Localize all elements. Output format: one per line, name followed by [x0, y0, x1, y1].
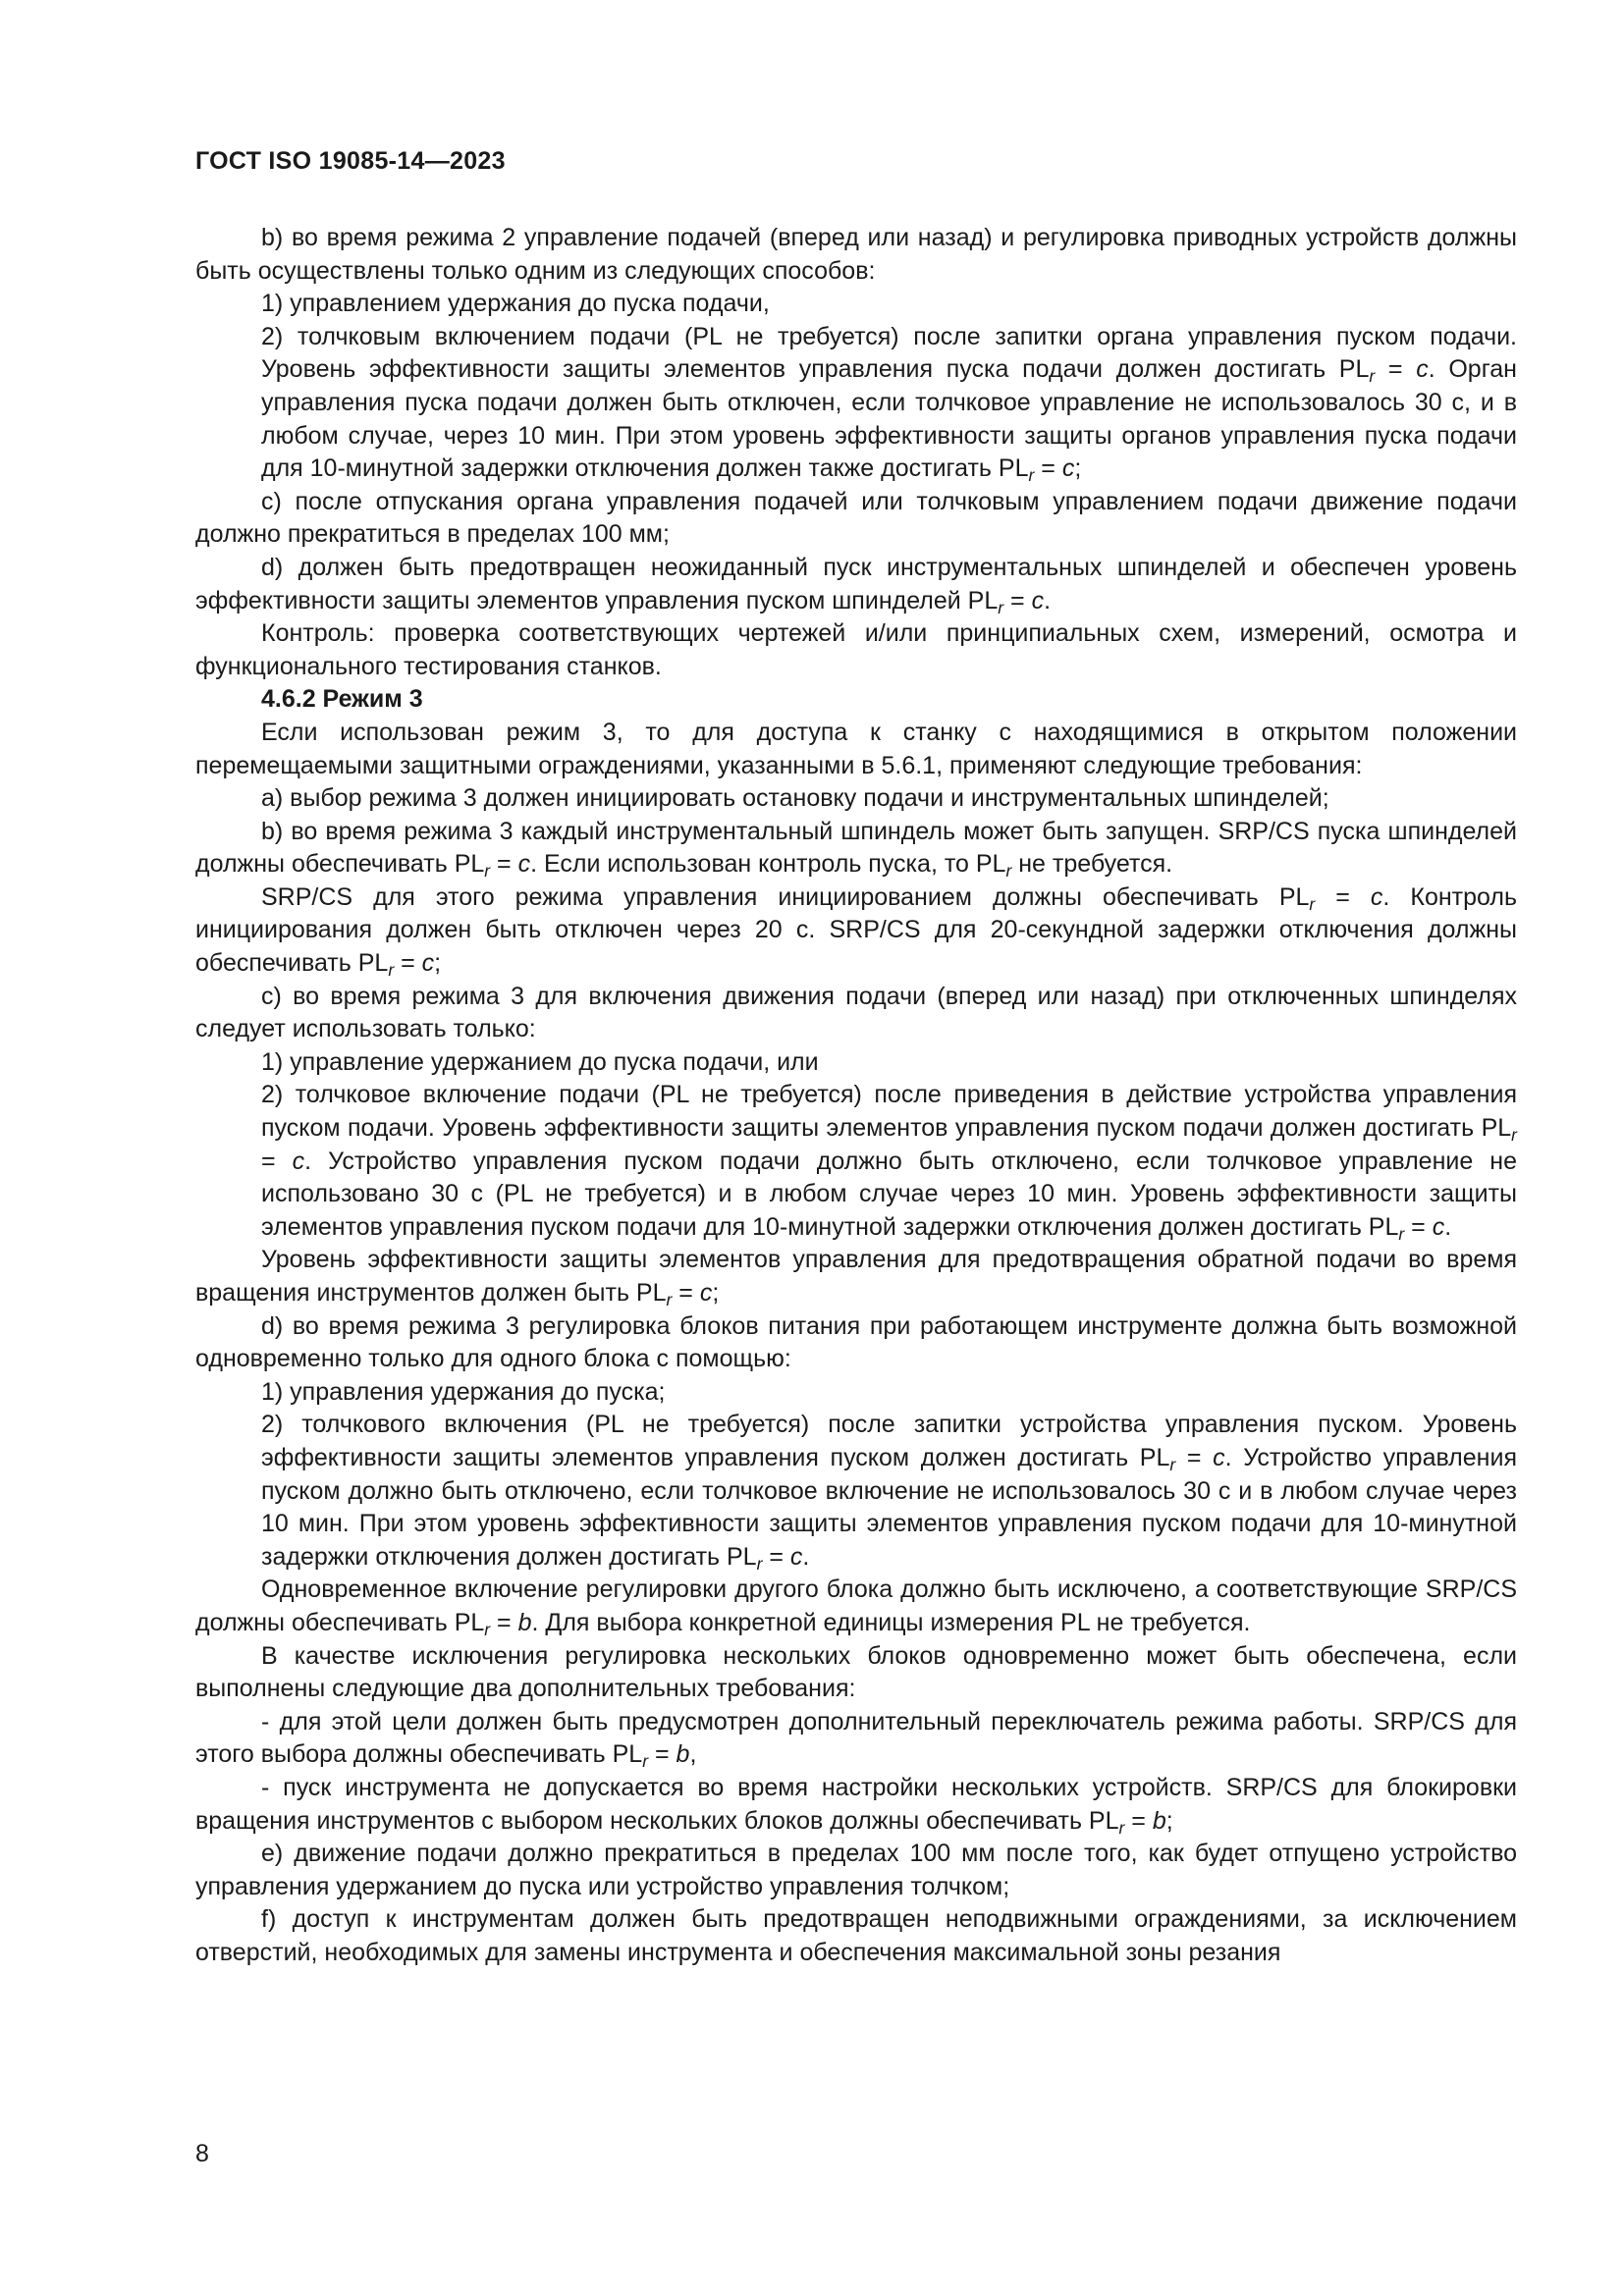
paragraph: d) должен быть предотвращен неожиданный пуск инструментальных шпинделей и обеспечен уровень эффективности защиты элементов управления пуском шпинделей $PL_r = c$.: [195, 553, 1517, 617]
paragraph: e) движение подачи должно прекратиться в пределах 100 мм после того, как будет отпущено устройство управления удержанием до пуска или устройство управления толчком;: [195, 1840, 1517, 1900]
list-item: 1) управления удержания до пуска;: [261, 1377, 666, 1406]
list-item: 2) толчковое включение подачи (PL не требуется) после приведения в действие устройства управления пуском подачи. Уровень эффективности защиты элементов управления пуском подачи должен достигать $PL_r = c$. Устройство управления пуском подачи должно быть отключено, если толчковое управление не использовано 30 с (PL не требуется) и в любом случае через 10 мин. Уровень эффективности защиты элементов управления пуском подачи для 10-минутной задержки отключения должен достигать $PL_r = c$.: [261, 1081, 1518, 1244]
section-heading: 4.6.2 Режим 3: [261, 685, 423, 714]
paragraph: - пуск инструмента не допускается во время настройки нескольких устройств. SRP/CS для блокировки вращения инструментов с выбором нескольких блоков должны обеспечивать $PL_r = b$;: [195, 1773, 1517, 1838]
paragraph: b) во время режима 3 каждый инструментальный шпиндель может быть запущен. SRP/CS пуска шпинделей должны обеспечивать $PL_r = c$. Если использован контроль пуска, то $PL_r$ не требуется.: [195, 817, 1517, 881]
paragraph: a) выбор режима 3 должен инициировать остановку подачи и инструментальных шпинделей;: [261, 784, 1329, 813]
paragraph: SRP/CS для этого режима управления инициированием должны обеспечивать $PL_r = c$. Контроль инициирования должен быть отключен через 20 с. SRP/CS для 20-секундной задержки отключения должны обеспечивать $PL_r = c$;: [195, 882, 1517, 981]
list-item: 2) толчковым включением подачи (PL не требуется) после запитки органа управления пуском подачи. Уровень эффективности защиты элементов управления пуска подачи должен достигать $PL_r = c$. Орган управления пуска подачи должен быть отключен, если толчковое управление не использовалось 30 с, и в любом случае, через 10 мин. При этом уровень эффективности защиты органов управления пуска подачи для 10-минутной задержки отключения должен также достигать $PL_r = c$;: [261, 322, 1517, 486]
paragraph: c) во время режима 3 для включения движения подачи (вперед или назад) при отключенных шпинделях следует использовать только:: [195, 982, 1517, 1043]
document-body: [195, 222, 1517, 1969]
page-number: 8: [195, 2140, 209, 2167]
paragraph: В качестве исключения регулировка нескольких блоков одновременно может быть обеспечена, если выполнены следующие два дополнительных требования:: [195, 1641, 1517, 1703]
paragraph: d) во время режима 3 регулировка блоков питания при работающем инструменте должна быть возможной одновременно только для одного блока с помощью:: [195, 1311, 1517, 1373]
paragraph: b) во время режима 2 управление подачей (вперед или назад) и регулировка приводных устройств должны быть осуществлены только одним из следующих способов:: [195, 224, 1517, 285]
paragraph: Контроль: проверка соответствующих чертежей и/или принципиальных схем, измерений, осмотра и функционального тестирования станков.: [195, 619, 1517, 680]
list-item: 1) управление удержанием до пуска подачи, или: [261, 1047, 819, 1076]
paragraph: - для этой цели должен быть предусмотрен дополнительный переключатель режима работы. SRP/CS для этого выбора должны обеспечивать $PL_r = b$,: [195, 1707, 1517, 1772]
list-item: 1) управлением удержания до пуска подачи,: [261, 290, 770, 318]
paragraph: Одновременное включение регулировки другого блока должно быть исключено, а соответствующие SRP/CS должны обеспечивать $PL_r = b$. Для выбора конкретной единицы измерения PL не требуется.: [195, 1575, 1517, 1639]
paragraph: Если использован режим 3, то для доступа к станку с находящимися в открытом положении перемещаемыми защитными ограждениями, указанными в 5.6.1, применяют следующие требования:: [195, 718, 1517, 779]
paragraph: f) доступ к инструментам должен быть предотвращен неподвижными ограждениями, за исключением отверстий, необходимых для замены инструмента и обеспечения максимальной зоны резания: [195, 1905, 1517, 1966]
list-item: 2) толчкового включения (PL не требуется) после запитки устройства управления пуском. Уровень эффективности защиты элементов управления пуском должен достигать $PL_r = c$. Устройство управления пуском должно быть отключено, если толчковое включение не использовалось 30 с и в любом случае через 10 мин. При этом уровень эффективности защиты элементов управления пуском подачи для 10-минутной задержки отключения должен достигать $PL_r = c$.: [261, 1411, 1517, 1574]
paragraph: Уровень эффективности защиты элементов управления для предотвращения обратной подачи во время вращения инструментов должен быть $PL_r = c$;: [195, 1246, 1517, 1309]
document-header: ГОСТ ISO 19085-14—2023: [195, 147, 506, 175]
paragraph: c) после отпускания органа управления подачей или толчковым управлением подачи движение подачи должно прекратиться в пределах 100 мм;: [195, 487, 1517, 549]
